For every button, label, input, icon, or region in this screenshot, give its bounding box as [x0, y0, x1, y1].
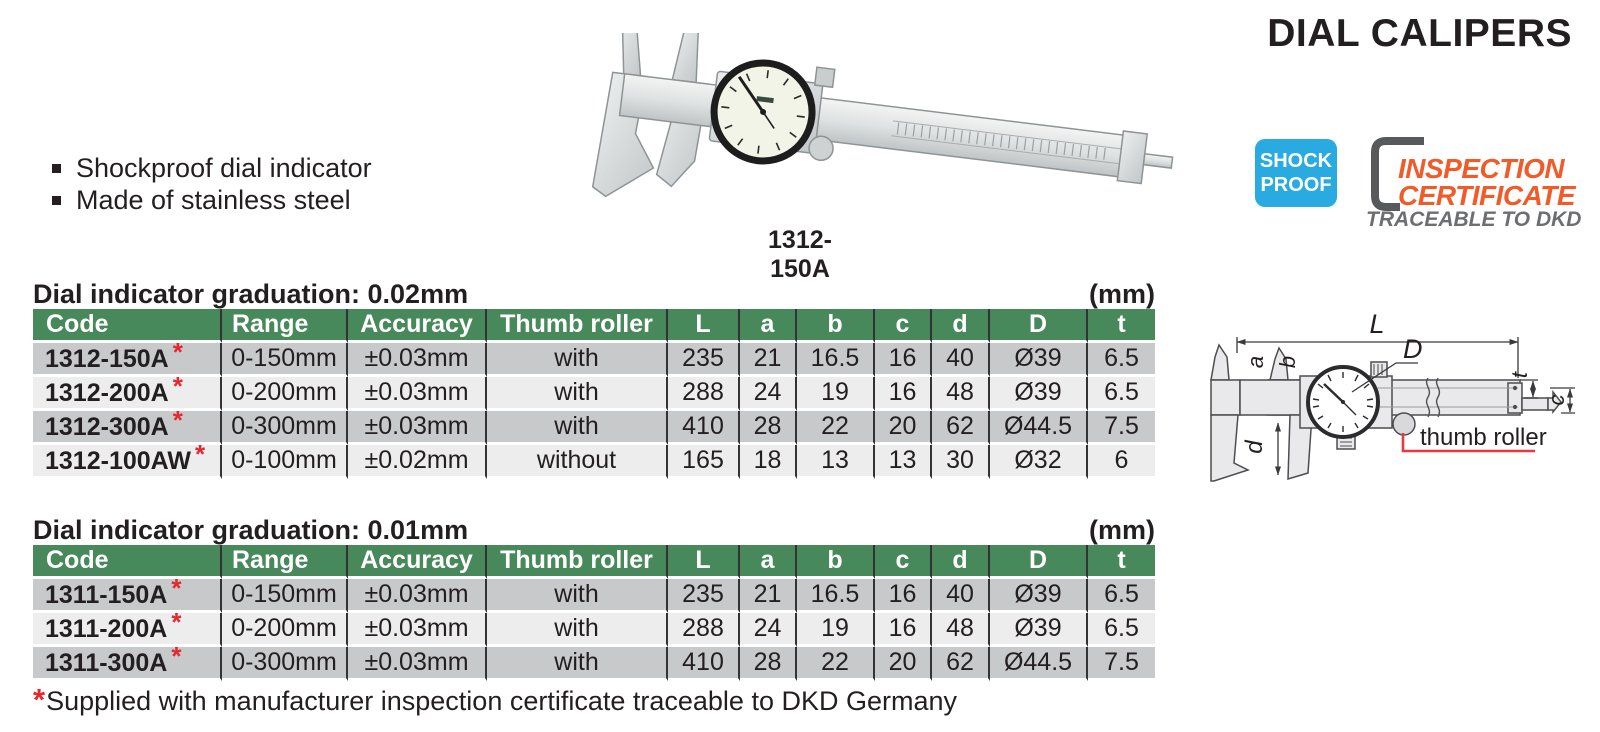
diagram-label-d: d	[1241, 440, 1268, 454]
column-header-a: a	[740, 545, 797, 579]
spec-cell: 0-150mm	[222, 579, 348, 613]
code-cell	[33, 613, 222, 647]
certificate-star: *	[172, 411, 183, 435]
spec-cell: 6.5	[1088, 579, 1155, 613]
spec-cell: 0-200mm	[222, 613, 348, 647]
diagram-label-b: b	[1275, 355, 1300, 369]
spec-cell: 6.5	[1088, 377, 1155, 411]
dimension-diagram	[1190, 295, 1600, 500]
product-model-caption: 1312-150A	[768, 226, 832, 283]
table-row	[33, 445, 1155, 479]
code-text: 1312-200A	[45, 379, 169, 407]
column-header-l: L	[668, 309, 740, 343]
spec-cell: 16	[875, 579, 932, 613]
spec-cell: with	[487, 647, 668, 681]
spec-cell: 21	[740, 343, 797, 377]
code-text: 1311-200A	[45, 615, 168, 643]
table-row	[33, 411, 1155, 445]
spec-table-0.02mm	[33, 309, 1155, 479]
table-2-heading: Dial indicator graduation: 0.01mm	[33, 515, 469, 545]
spec-cell: 0-300mm	[222, 411, 348, 445]
spec-cell: 16	[875, 343, 932, 377]
spec-cell: 40	[932, 343, 990, 377]
diagram-label-D: D	[1403, 334, 1423, 364]
column-header-code: Code	[33, 309, 222, 343]
spec-cell: 288	[668, 613, 740, 647]
column-header-d: D	[990, 545, 1088, 579]
column-header-t: t	[1088, 309, 1155, 343]
spec-cell: 6.5	[1088, 343, 1155, 377]
code-text: 1312-100AW	[45, 447, 191, 475]
code-cell	[33, 445, 222, 479]
spec-cell: 24	[740, 377, 797, 411]
column-header-thumb-roller: Thumb roller	[487, 545, 668, 579]
column-header-b: b	[797, 545, 875, 579]
spec-cell: 235	[668, 343, 740, 377]
bullet-square-icon	[52, 196, 61, 205]
spec-cell: with	[487, 579, 668, 613]
spec-cell: 30	[932, 445, 990, 479]
certificate-star: *	[172, 377, 183, 401]
product-photo-dial-caliper	[560, 33, 1180, 233]
table-1-unit: (mm)	[1089, 279, 1155, 309]
spec-cell: with	[487, 411, 668, 445]
spec-cell: 0-150mm	[222, 343, 348, 377]
column-header-t: t	[1088, 545, 1155, 579]
certificate-star: *	[171, 579, 182, 603]
spec-cell: 22	[797, 411, 875, 445]
code-cell	[33, 647, 222, 681]
spec-cell: Ø39	[990, 579, 1088, 613]
spec-cell: 16.5	[797, 579, 875, 613]
spec-cell: ±0.03mm	[348, 647, 487, 681]
feature-item	[52, 184, 372, 216]
code-text: 1312-300A	[45, 413, 169, 441]
spec-cell: 21	[740, 579, 797, 613]
spec-cell: 20	[875, 647, 932, 681]
spec-cell: without	[487, 445, 668, 479]
spec-cell: Ø39	[990, 377, 1088, 411]
footnote	[33, 682, 958, 722]
table-2-caption	[33, 515, 1155, 546]
spec-cell: 18	[740, 445, 797, 479]
table-row	[33, 377, 1155, 411]
shockproof-badge	[1255, 139, 1337, 207]
header-row	[33, 309, 1155, 343]
spec-cell: Ø39	[990, 343, 1088, 377]
code-cell	[33, 343, 222, 377]
spec-cell: 24	[740, 613, 797, 647]
spec-cell: ±0.03mm	[348, 343, 487, 377]
spec-cell: Ø44.5	[990, 411, 1088, 445]
spec-cell: 28	[740, 647, 797, 681]
table-row	[33, 343, 1155, 377]
spec-cell: 48	[932, 377, 990, 411]
spec-cell: 6.5	[1088, 613, 1155, 647]
code-cell	[33, 411, 222, 445]
column-header-b: b	[797, 309, 875, 343]
code-text: 1311-300A	[45, 649, 168, 677]
footnote-star: *	[33, 682, 46, 717]
spec-cell: 48	[932, 613, 990, 647]
spec-table	[33, 309, 1155, 479]
table-1-heading: Dial indicator graduation: 0.02mm	[33, 279, 469, 309]
spec-cell: 22	[797, 647, 875, 681]
diagram-label-L: L	[1369, 309, 1385, 339]
diagram-label-a: a	[1243, 355, 1268, 369]
spec-cell: 0-100mm	[222, 445, 348, 479]
diagram-label-c: c	[1544, 394, 1569, 406]
certificate-star: *	[171, 613, 182, 637]
column-header-c: c	[875, 545, 932, 579]
spec-cell: 19	[797, 613, 875, 647]
spec-cell: 40	[932, 579, 990, 613]
feature-item	[52, 152, 372, 184]
spec-cell: Ø39	[990, 613, 1088, 647]
spec-cell: ±0.02mm	[348, 445, 487, 479]
feature-list	[52, 152, 372, 216]
certificate-star: *	[171, 647, 182, 671]
shockproof-badge-line2: PROOF	[1260, 174, 1332, 196]
spec-cell: 410	[668, 411, 740, 445]
spec-cell: 16.5	[797, 343, 875, 377]
page-title: DIAL CALIPERS	[1267, 12, 1572, 55]
spec-cell: 7.5	[1088, 411, 1155, 445]
certificate-star: *	[194, 445, 206, 469]
table-row	[33, 579, 1155, 613]
bullet-square-icon	[52, 164, 61, 173]
spec-cell: 235	[668, 579, 740, 613]
spec-cell: with	[487, 613, 668, 647]
spec-cell: 28	[740, 411, 797, 445]
spec-cell: 7.5	[1088, 647, 1155, 681]
spec-cell: 20	[875, 411, 932, 445]
table-1-caption	[33, 279, 1155, 310]
spec-table-0.01mm	[33, 545, 1155, 681]
code-cell	[33, 377, 222, 411]
spec-cell: ±0.03mm	[348, 579, 487, 613]
spec-cell: 288	[668, 377, 740, 411]
column-header-accuracy: Accuracy	[348, 309, 487, 343]
footnote-text: Supplied with manufacturer inspection certificate traceable to DKD Germany	[46, 686, 958, 716]
column-header-accuracy: Accuracy	[348, 545, 487, 579]
table-row	[33, 613, 1155, 647]
spec-cell: ±0.03mm	[348, 411, 487, 445]
code-cell	[33, 579, 222, 613]
inspection-certificate-logo	[1398, 153, 1576, 211]
spec-cell: ±0.03mm	[348, 377, 487, 411]
spec-cell: 16	[875, 613, 932, 647]
spec-cell: 13	[797, 445, 875, 479]
table-row	[33, 647, 1155, 681]
spec-cell: 0-200mm	[222, 377, 348, 411]
header-row	[33, 545, 1155, 579]
spec-cell: 62	[932, 647, 990, 681]
shockproof-badge-line1: SHOCK	[1259, 150, 1333, 172]
column-header-range: Range	[222, 545, 348, 579]
code-text: 1311-150A	[45, 581, 168, 609]
certificate-star: *	[172, 343, 183, 367]
spec-cell: 0-300mm	[222, 647, 348, 681]
spec-cell: 410	[668, 647, 740, 681]
table-2-unit: (mm)	[1089, 515, 1155, 545]
feature-text: Shockproof dial indicator	[76, 152, 372, 183]
column-header-thumb-roller: Thumb roller	[487, 309, 668, 343]
spec-cell: 16	[875, 377, 932, 411]
spec-cell: Ø32	[990, 445, 1088, 479]
column-header-d: D	[990, 309, 1088, 343]
spec-cell: 6	[1088, 445, 1155, 479]
spec-cell: 19	[797, 377, 875, 411]
spec-cell: 13	[875, 445, 932, 479]
column-header-range: Range	[222, 309, 348, 343]
column-header-d: d	[932, 545, 990, 579]
spec-cell: Ø44.5	[990, 647, 1088, 681]
column-header-c: c	[875, 309, 932, 343]
code-text: 1312-150A	[45, 345, 169, 373]
certificate-word-2: CERTIFICATE	[1398, 179, 1576, 211]
column-header-d: d	[932, 309, 990, 343]
spec-cell: ±0.03mm	[348, 613, 487, 647]
spec-cell: with	[487, 377, 668, 411]
certificate-word-1: INSPECTION	[1398, 153, 1565, 184]
diagram-upper-jaw-outer	[1211, 345, 1229, 380]
spec-table	[33, 545, 1155, 681]
feature-text: Made of stainless steel	[76, 184, 351, 215]
diagram-thumb-roller	[1393, 413, 1415, 435]
column-header-l: L	[668, 545, 740, 579]
certificate-traceable-text: TRACEABLE TO DKD	[1366, 208, 1582, 231]
column-header-a: a	[740, 309, 797, 343]
spec-cell: 62	[932, 411, 990, 445]
spec-cell: 165	[668, 445, 740, 479]
spec-cell: with	[487, 343, 668, 377]
diagram-label-thumb-roller: thumb roller	[1420, 424, 1547, 451]
column-header-code: Code	[33, 545, 222, 579]
diagram-label-t: t	[1507, 371, 1532, 379]
